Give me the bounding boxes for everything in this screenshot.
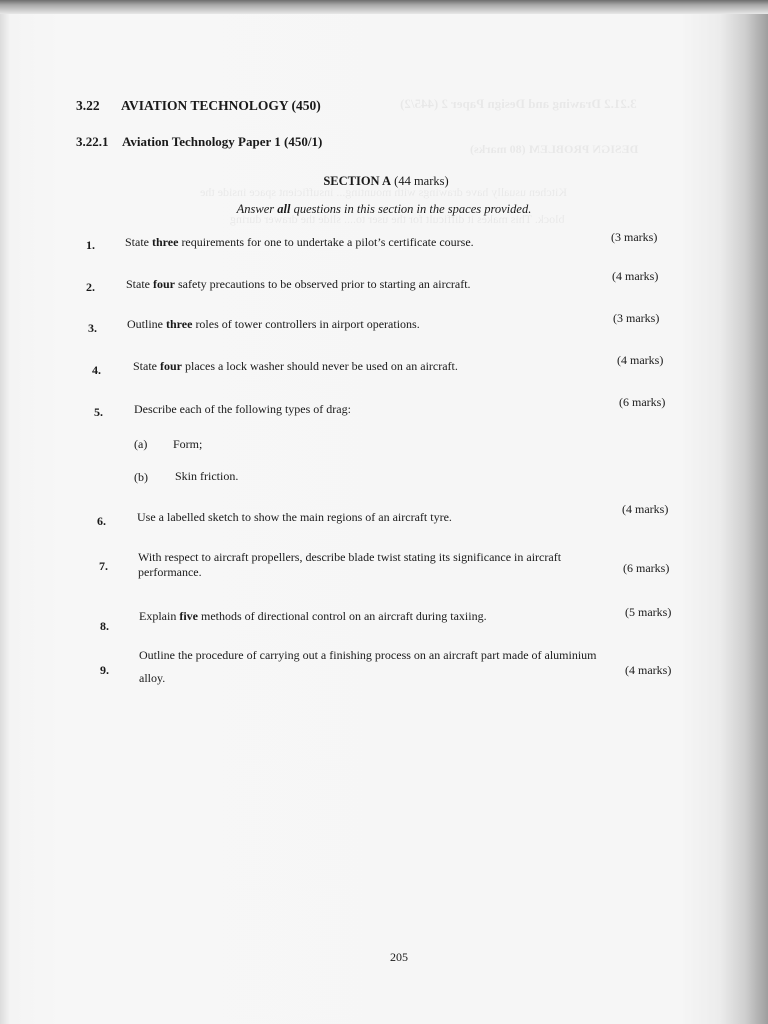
question-text-bold: five bbox=[179, 609, 198, 623]
main-heading-number: 3.22 bbox=[76, 98, 100, 113]
question-number: 1. bbox=[86, 238, 95, 252]
question-number: 5. bbox=[94, 405, 103, 419]
question-marks: (4 marks) bbox=[617, 353, 664, 367]
question-text-pre: Outline bbox=[127, 317, 166, 331]
instruction-after: questions in this section in the spaces provided. bbox=[290, 202, 532, 216]
sub-heading-title: Aviation Technology Paper 1 (450/1) bbox=[122, 134, 323, 149]
question-text-post: methods of directional control on an aircraft during taxiing. bbox=[197, 609, 487, 623]
question-marks: (4 marks) bbox=[622, 502, 669, 516]
page-number: 205 bbox=[390, 950, 408, 964]
question-text: Describe each of the following types of drag: bbox=[134, 402, 351, 416]
subpart-label: (a) bbox=[134, 437, 148, 451]
main-heading bbox=[76, 98, 321, 114]
question-text-post: places a lock washer should never be used on an aircraft. bbox=[182, 359, 458, 373]
question-text: Use a labelled sketch to show the main regions of an aircraft tyre. bbox=[137, 510, 452, 524]
question-number: 9. bbox=[100, 663, 109, 677]
question-number: 8. bbox=[100, 619, 109, 633]
question-text bbox=[126, 277, 471, 292]
question-number: 4. bbox=[92, 363, 101, 377]
question-text-pre: State bbox=[126, 277, 153, 291]
question-text-pre: State bbox=[133, 359, 160, 373]
subpart-label: (b) bbox=[134, 470, 148, 484]
question-text-line: performance. bbox=[138, 565, 202, 579]
question-text-line: alloy. bbox=[139, 671, 166, 685]
question-text bbox=[139, 648, 597, 686]
question-text-bold: three bbox=[166, 317, 193, 331]
show-through-text: block. This makes it difficult for the user to.... slide the drawer during bbox=[230, 212, 565, 226]
question-marks: (4 marks) bbox=[625, 663, 672, 677]
page-top-shadow bbox=[0, 0, 768, 14]
question-marks: (3 marks) bbox=[611, 230, 658, 244]
question-marks: (3 marks) bbox=[613, 311, 660, 325]
question-text bbox=[138, 550, 561, 580]
show-through-text: Kitchen usually have drawings with mounting... insufficient space inside the bbox=[200, 185, 568, 199]
question-text bbox=[127, 317, 420, 332]
subpart-text: Form; bbox=[173, 437, 203, 451]
question-text-post: requirements for one to undertake a pilot’s certificate course. bbox=[178, 235, 474, 249]
section-title bbox=[0, 174, 768, 189]
question-text bbox=[139, 609, 487, 624]
question-number: 7. bbox=[99, 559, 108, 573]
instruction-emphasis: all bbox=[277, 202, 291, 216]
question-text-pre: Explain bbox=[139, 609, 180, 623]
question-marks: (5 marks) bbox=[625, 605, 672, 619]
question-marks: (6 marks) bbox=[623, 561, 670, 575]
question-text-bold: three bbox=[152, 235, 179, 249]
show-through-text: 3.21.2 Drawing and Design Paper 2 (445/2) bbox=[400, 96, 637, 111]
question-text-line: With respect to aircraft propellers, describe blade twist stating its significance in aircraft bbox=[138, 550, 562, 564]
section-instruction bbox=[0, 202, 768, 217]
section-name: SECTION A bbox=[323, 174, 392, 188]
question-text-post: safety precautions to be observed prior to starting an aircraft. bbox=[175, 277, 471, 291]
question-text-bold: four bbox=[153, 277, 175, 291]
question-marks: (4 marks) bbox=[612, 269, 659, 283]
question-text bbox=[125, 235, 474, 250]
question-number: 2. bbox=[86, 280, 95, 294]
show-through-text: DESIGN PROBLEM (80 marks) bbox=[470, 142, 639, 156]
question-marks: (6 marks) bbox=[619, 395, 666, 409]
section-marks: (44 marks) bbox=[394, 174, 449, 188]
question-text-bold: four bbox=[160, 359, 182, 373]
question-number: 6. bbox=[97, 514, 106, 528]
main-heading-title: AVIATION TECHNOLOGY (450) bbox=[121, 98, 321, 113]
sub-heading bbox=[76, 134, 322, 150]
question-text-post: roles of tower controllers in airport operations. bbox=[192, 317, 420, 331]
subpart-text: Skin friction. bbox=[175, 469, 239, 483]
question-text-line: Outline the procedure of carrying out a finishing process on an aircraft part made of aluminium bbox=[139, 648, 597, 662]
sub-heading-number: 3.22.1 bbox=[76, 134, 109, 149]
question-text bbox=[133, 359, 458, 374]
instruction-before: Answer bbox=[236, 202, 278, 216]
question-number: 3. bbox=[88, 321, 97, 335]
question-text-pre: State bbox=[125, 235, 152, 249]
